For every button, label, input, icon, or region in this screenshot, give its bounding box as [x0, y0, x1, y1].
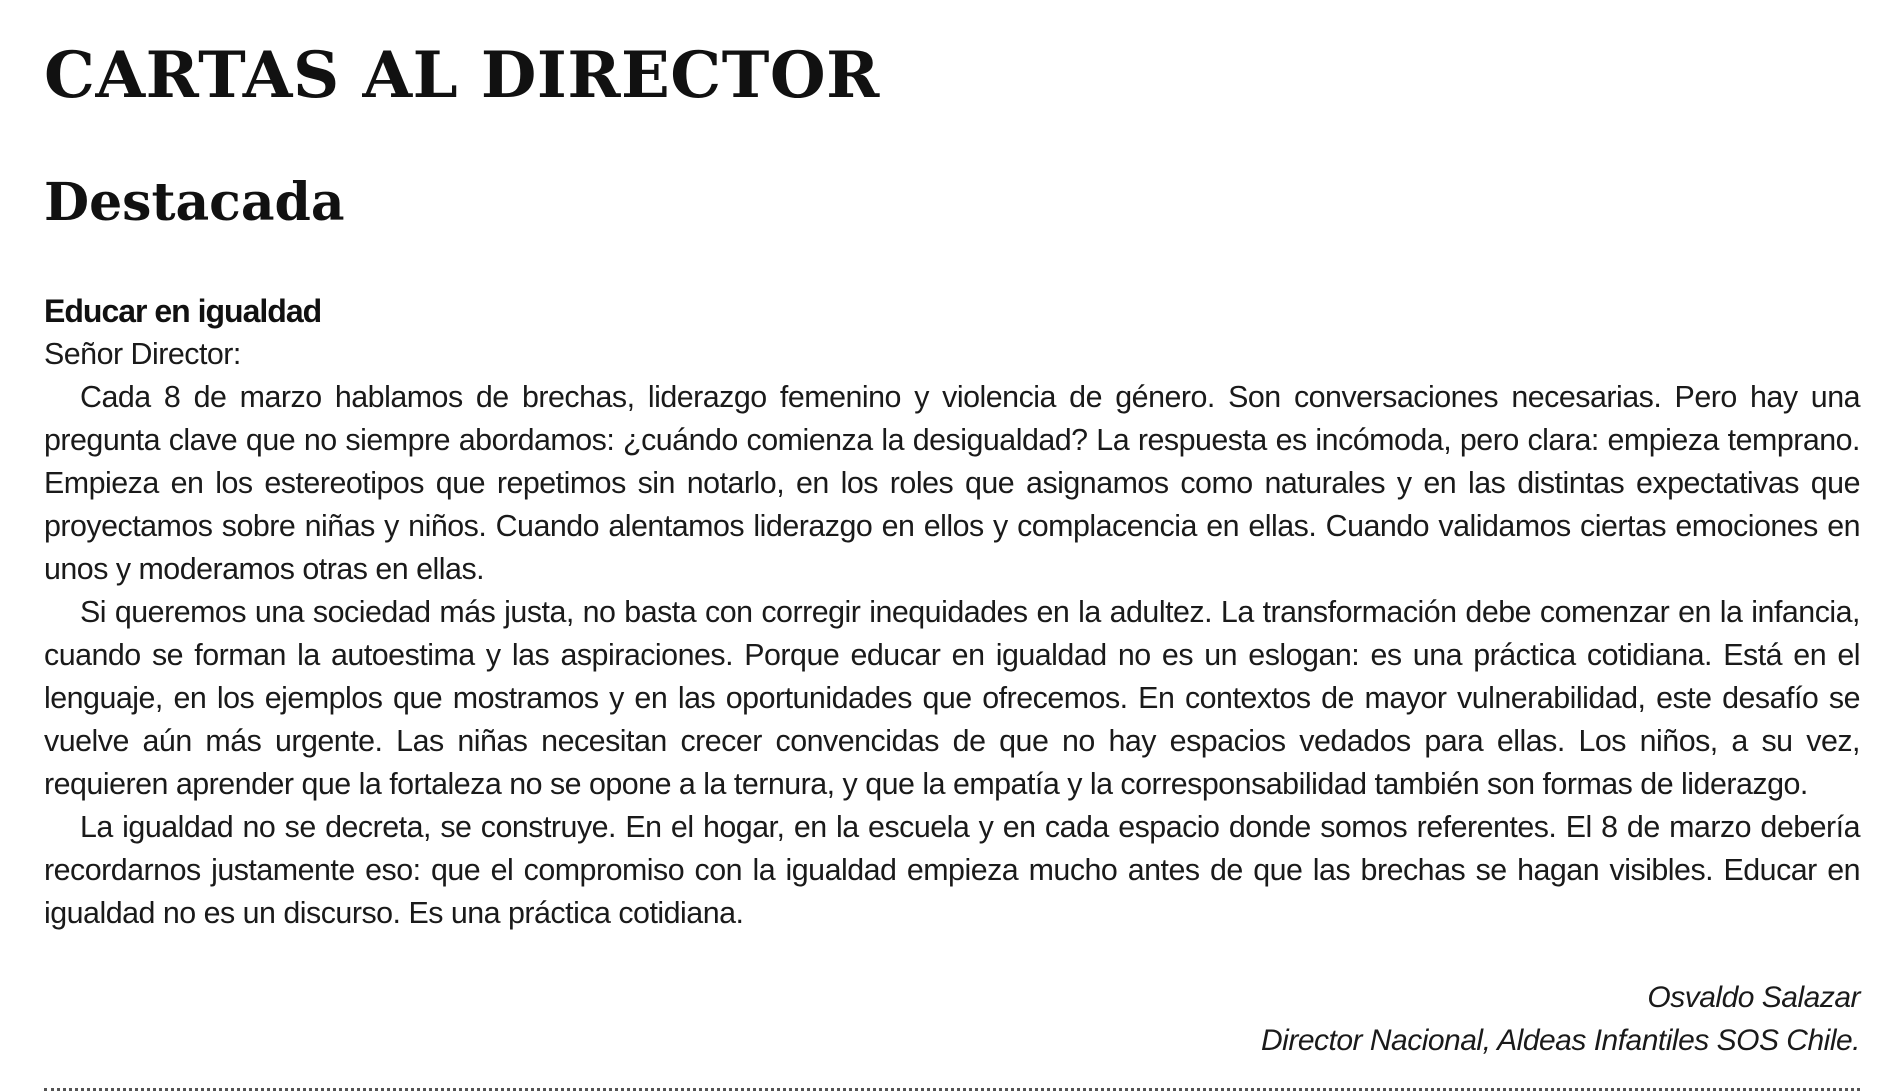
author-name: Osvaldo Salazar	[1647, 981, 1860, 1014]
letter-paragraph-1: Cada 8 de marzo hablamos de brechas, liderazgo femenino y violencia de género. Son conversaciones necesarias. Pero hay una pregunta clave que no siempre abordamos: ¿cuándo comienza la desigualdad? La respuesta es incómoda, pero clara: empieza temprano. Empieza en los estereotipos que repetimos sin notarlo, en los roles que asignamos como naturales y en las distintas expectativas que proyectamos sobre niñas y niños. Cuando alentamos liderazgo en ellos y complacencia en ellas. Cuando validamos ciertas emociones en unos y moderamos otras en ellas.	[44, 380, 1860, 586]
letter-paragraph-3: La igualdad no se decreta, se construye. En el hogar, en la escuela y en cada espacio donde somos referentes. El 8 de marzo debería recordarnos justamente eso: que el compromiso con la igualdad empieza mucho antes de que las brechas se hagan visibles. Educar en igualdad no es un discurso. Es una práctica cotidiana.	[44, 810, 1860, 930]
subsection-title: Destacada	[44, 172, 345, 233]
section-title: CARTAS AL DIRECTOR	[44, 38, 880, 113]
letter-salutation: Señor Director:	[44, 337, 241, 371]
bottom-dotted-divider	[44, 1088, 1860, 1091]
letter-paragraph-2: Si queremos una sociedad más justa, no basta con corregir inequidades en la adultez. La transformación debe comenzar en la infancia, cuando se forman la autoestima y las aspiraciones. Porque educar en igualdad no es un eslogan: es una práctica cotidiana. Está en el lenguaje, en los ejemplos que mostramos y en las oportunidades que ofrecemos. En contextos de mayor vulnerabilidad, este desafío se vuelve aún más urgente. Las niñas necesitan crecer convencidas de que no hay espacios vedados para ellas. Los niños, a su vez, requieren aprender que la fortaleza no se opone a la ternura, y que la empatía y la corresponsabilidad también son formas de liderazgo.	[44, 595, 1860, 801]
newspaper-page	[44, 0, 1860, 1092]
author-role: Director Nacional, Aldeas Infantiles SOS Chile.	[1261, 1024, 1860, 1057]
letter-signature	[1261, 976, 1860, 1062]
letter-article	[44, 290, 1860, 935]
letter-title: Educar en igualdad	[44, 293, 322, 329]
